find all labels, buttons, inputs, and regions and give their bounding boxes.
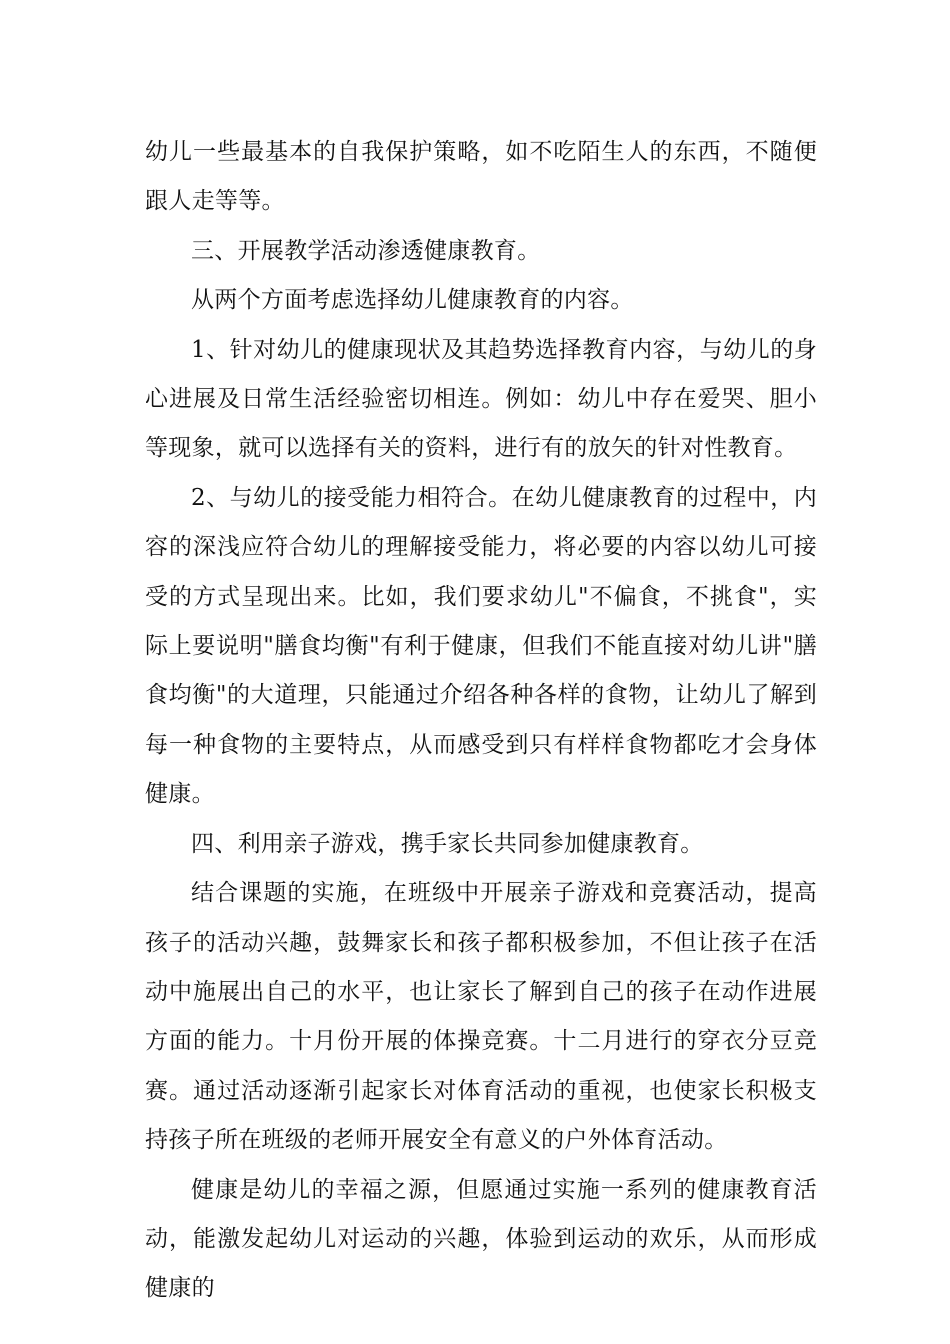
paragraph-intro: 从两个方面考虑选择幼儿健康教育的内容。	[191, 287, 634, 314]
document-body	[145, 128, 817, 1314]
section-heading-four: 四、利用亲子游戏，携手家长共同参加健康教育。	[191, 830, 704, 857]
paragraph-parent-child-games: 结合课题的实施，在班级中开展亲子游戏和竞赛活动，提高孩子的活动兴趣，鼓舞家长和孩子都积极参加，不但让孩子在活动中施展出自己的水平，也让家长了解到自己的孩子在动作进展方面的能力。十月份开展的体操竞赛。十二月进行的穿衣分豆竞赛。通过活动逐渐引起家长对体育活动的重视，也使家长积极支持孩子所在班级的老师开展安全有意义的户外体育活动。	[145, 880, 817, 1154]
paragraph-point-two: 2、与幼儿的接受能力相符合。在幼儿健康教育的过程中，内容的深浅应符合幼儿的理解接受能力，将必要的内容以幼儿可接受的方式呈现出来。比如，我们要求幼儿"不偏食，不挑食"，实际上要说明"膳食均衡"有利于健康，但我们不能直接对幼儿讲"膳食均衡"的大道理，只能通过介绍各种各样的食物，让幼儿了解到每一种食物的主要特点，从而感受到只有样样食物都吃才会身体健康。	[145, 484, 817, 808]
paragraph-point-one: 1、针对幼儿的健康现状及其趋势选择教育内容，与幼儿的身心进展及日常生活经验密切相连。例如：幼儿中存在爱哭、胆小等现象，就可以选择有关的资料，进行有的放矢的针对性教育。	[145, 336, 817, 462]
section-heading-three: 三、开展教学活动渗透健康教育。	[191, 237, 541, 264]
paragraph-continuation: 幼儿一些最基本的自我保护策略，如不吃陌生人的东西，不随便跟人走等等。	[145, 139, 817, 215]
paragraph-conclusion: 健康是幼儿的幸福之源，但愿通过实施一系列的健康教育活动，能激发起幼儿对运动的兴趣，体验到运动的欢乐，从而形成健康的	[145, 1176, 817, 1302]
